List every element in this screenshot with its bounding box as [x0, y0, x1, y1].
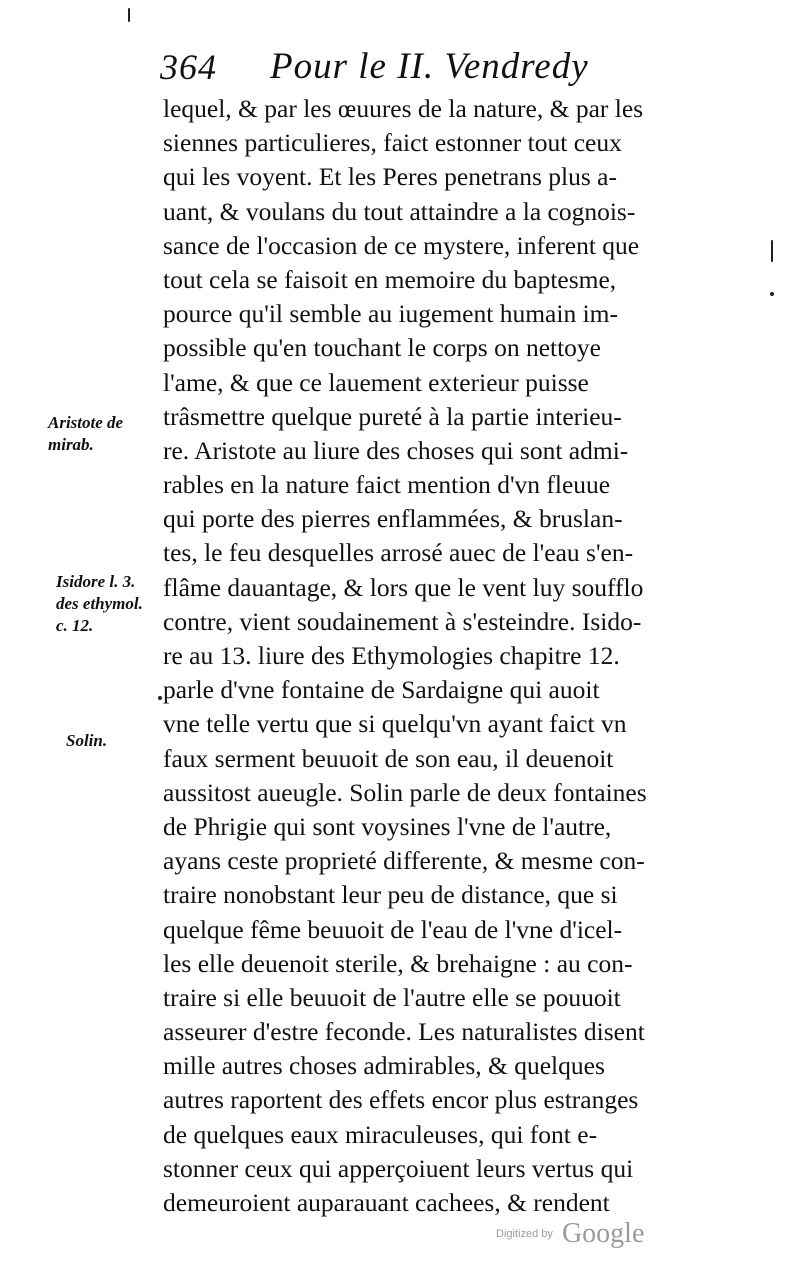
text-line: possible qu'en touchant le corps on nettoye	[163, 333, 601, 363]
text-line: sance de l'occasion de ce mystere, inferent que	[163, 230, 640, 260]
page-header	[160, 44, 600, 90]
text-line: uant, & voulans du tout attaindre a la cognois-	[163, 196, 636, 226]
text-line: demeuroient auparauant cachees, & rendent	[163, 1188, 610, 1217]
text-line: asseurer d'estre feconde. Les naturalistes disent	[163, 1017, 645, 1047]
text-line: vne telle vertu que si quelqu'vn ayant faict vn	[163, 709, 627, 739]
text-line: quelque fême beuuoit de l'eau de l'vne d'icel-	[163, 914, 623, 944]
text-line: pource qu'il semble au iugement humain im-	[163, 299, 618, 329]
text-line: faux serment beuuoit de son eau, il deuenoit	[163, 743, 614, 773]
text-line: flâme dauantage, & lors que le vent luy soufflo	[163, 572, 644, 602]
text-line: ayans ceste proprieté differente, & mesme con-	[163, 846, 645, 876]
margin-note-line: des ethymol.	[56, 594, 143, 613]
page-number: 364	[160, 47, 217, 87]
scan-speck	[770, 292, 774, 296]
digitized-watermark	[496, 1218, 644, 1250]
margin-note-line: mirab.	[48, 435, 94, 454]
google-logo: Google	[561, 1218, 645, 1249]
text-line: stonner ceux qui apperçoiuent leurs vertus qui	[163, 1153, 634, 1183]
text-line: tout cela se faisoit en memoire du baptesme,	[163, 264, 617, 294]
text-line: tes, le feu desquelles arrosé auec de l'eau s'en-	[163, 538, 634, 568]
running-head: Pour le II. Vendredy	[270, 46, 589, 87]
text-line: lequel, & par les œuures de la nature, & par les	[163, 94, 644, 123]
text-line: l'ame, & que ce lauement exterieur puisse	[163, 367, 589, 397]
watermark-caption: Digitized by	[496, 1228, 553, 1240]
text-line: contre, vient soudainement à s'esteindre. Isido-	[163, 606, 642, 636]
text-line: traire nonobstant leur peu de distance, que si	[163, 880, 618, 910]
margin-note-line: Isidore l. 3.	[56, 572, 136, 591]
text-line: re au 13. liure des Ethymologies chapitre 12.	[163, 641, 620, 670]
text-line: parle d'vne fontaine de Sardaigne qui auoit	[163, 675, 600, 705]
text-line: autres raportent des effets encor plus estranges	[163, 1085, 639, 1115]
margin-note-line: c. 12.	[56, 616, 94, 635]
text-line: de Phrigie qui sont voysines l'vne de l'autre,	[163, 811, 612, 841]
text-line: traire si elle beuuoit de l'autre elle se pouuoit	[163, 982, 621, 1012]
margin-note-line: Solin.	[66, 731, 108, 750]
text-line: rables en la nature faict mention d'vn fleuue	[163, 470, 611, 500]
scan-speck	[158, 696, 162, 700]
margin-note-solin	[66, 730, 184, 752]
text-line: aussitost aueugle. Solin parle de deux fontaines	[163, 777, 647, 807]
body-text	[163, 92, 688, 1220]
text-line: les elle deuenoit sterile, & brehaigne : au con-	[163, 948, 633, 978]
margin-note-aristote	[48, 412, 166, 456]
margin-note-line: Aristote de	[48, 413, 124, 432]
text-line: qui les voyent. Et les Peres penetrans plus a-	[163, 162, 617, 192]
text-line: trâsmettre quelque pureté à la partie interieu-	[163, 401, 622, 431]
scan-speck	[128, 8, 130, 22]
text-line: mille autres choses admirables, & quelques	[163, 1051, 605, 1081]
scan-speck	[771, 240, 773, 262]
text-line: de quelques eaux miraculeuses, qui font e-	[163, 1119, 598, 1149]
margin-note-isidore	[56, 571, 174, 637]
text-line: siennes particulieres, faict estonner tout ceux	[163, 128, 622, 158]
text-line: qui porte des pierres enflammées, & bruslan-	[163, 504, 623, 534]
text-line: re. Aristote au liure des choses qui sont admi-	[163, 435, 629, 465]
